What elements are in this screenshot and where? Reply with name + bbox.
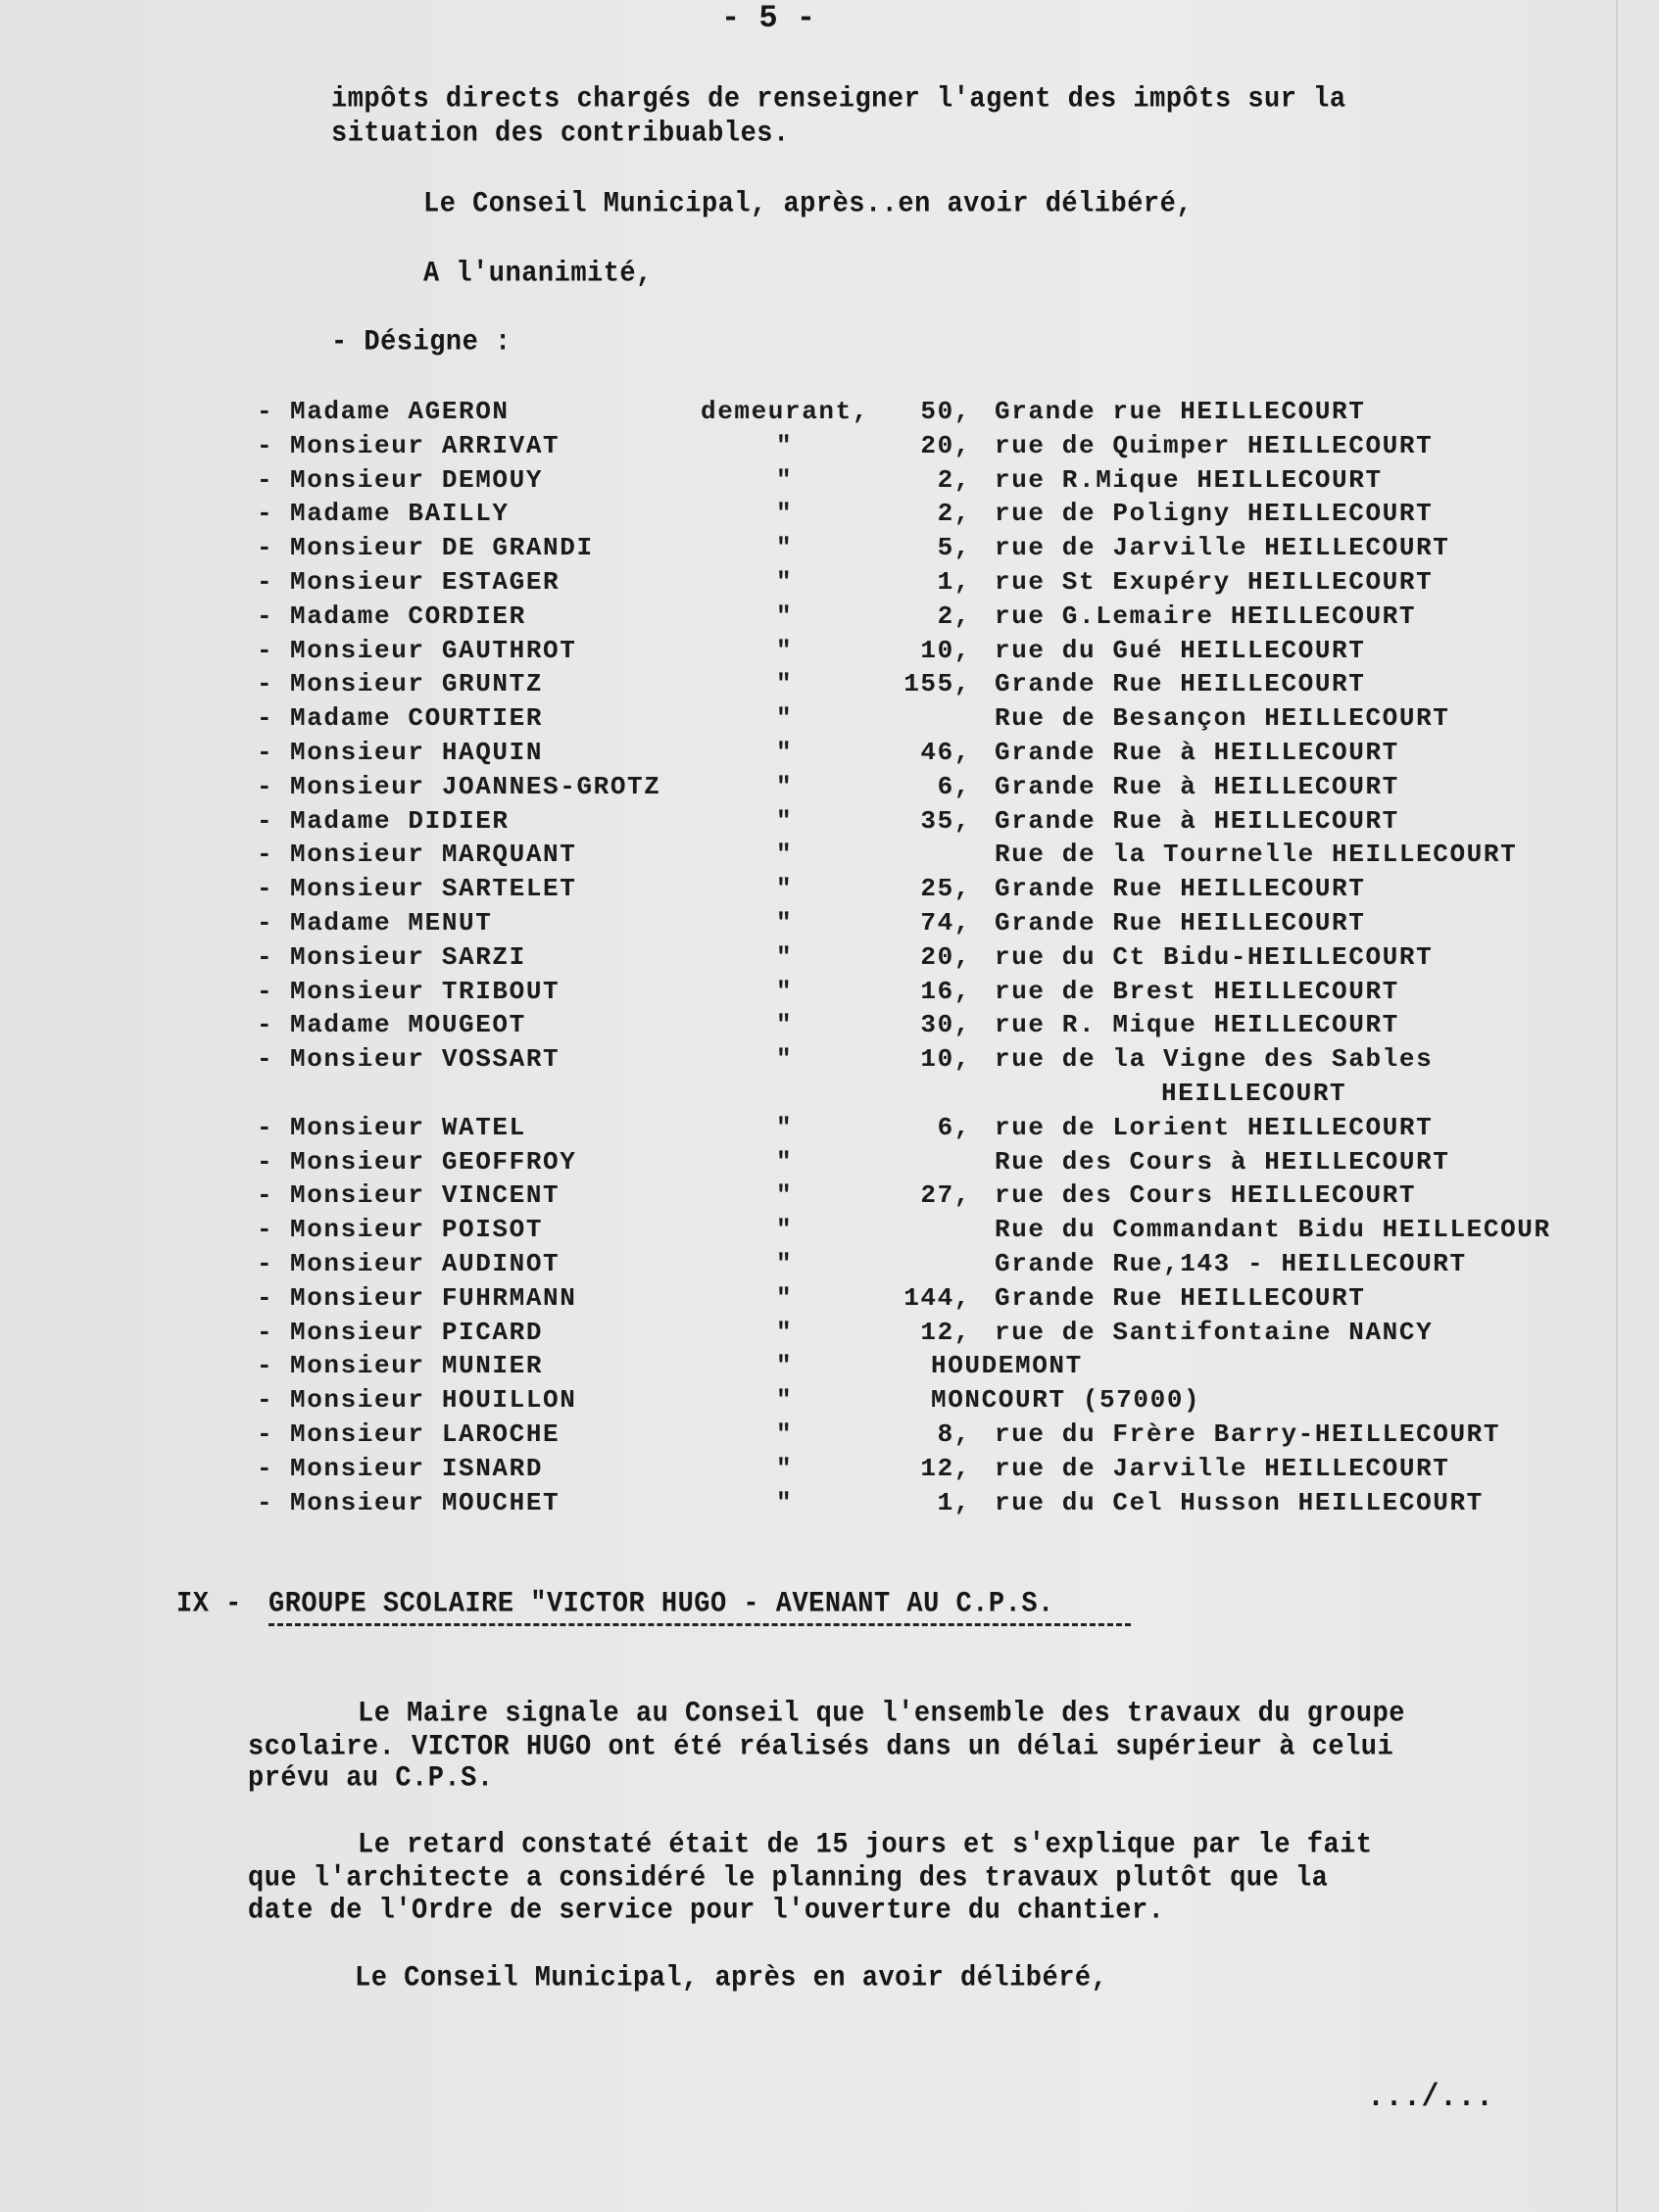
designee-row: [0, 908, 1659, 941]
designee-title: Monsieur: [290, 669, 425, 699]
list-dash: -: [257, 567, 274, 597]
designee-name: [290, 431, 560, 460]
ditto-mark: ": [776, 874, 794, 904]
designee-row: [0, 1113, 1659, 1146]
ditto-mark: ": [776, 601, 794, 631]
street-number: 35,: [920, 805, 971, 836]
address: rue de Jarville HEILLECOURT: [995, 1453, 1450, 1483]
address: Grande Rue à HEILLECOURT: [995, 771, 1399, 801]
ditto-mark: ": [776, 976, 794, 1006]
street-number: 50,: [920, 397, 971, 426]
designee-title: Monsieur: [290, 738, 425, 767]
designee-name: [290, 1215, 543, 1244]
designee-row: [0, 840, 1659, 873]
ditto-mark: ": [776, 908, 794, 938]
list-dash: -: [257, 1146, 274, 1177]
list-dash: -: [257, 1282, 274, 1313]
designee-name: [290, 874, 576, 903]
address: rue de Poligny HEILLECOURT: [995, 499, 1434, 529]
street-number: 30,: [920, 1010, 971, 1040]
designee-title: Monsieur: [290, 464, 425, 495]
address: Grande Rue HEILLECOURT: [995, 1282, 1366, 1313]
designee-row: [0, 1180, 1659, 1214]
list-dash: -: [257, 738, 274, 767]
ditto-mark: ": [776, 1487, 794, 1517]
ditto-mark: ": [776, 1419, 794, 1449]
list-dash: -: [257, 601, 274, 631]
street-number: 2,: [937, 601, 971, 631]
street-number: 10,: [920, 1044, 971, 1075]
list-dash: -: [257, 1487, 274, 1517]
designee-surname: SARTELET: [441, 874, 577, 904]
address: rue de Santifontaine NANCY: [995, 1317, 1434, 1347]
street-number: 25,: [920, 874, 971, 904]
para1-line-3: prévu au C.P.S.: [248, 1763, 494, 1796]
designee-row: [0, 874, 1659, 907]
ditto-mark: ": [776, 805, 794, 836]
designee-row: [0, 1283, 1659, 1317]
designee-title: Monsieur: [290, 567, 425, 597]
ditto-mark: ": [776, 635, 794, 665]
designee-surname: DE GRANDI: [441, 533, 594, 563]
section-title: GROUPE SCOLAIRE "VICTOR HUGO - AVENANT AU C.P.S.: [268, 1589, 1054, 1621]
designee-name: [290, 601, 526, 631]
designee-name: [290, 1249, 560, 1278]
designee-surname: PICARD: [441, 1317, 544, 1347]
ditto-mark: ": [776, 941, 794, 972]
designee-title: Madame: [290, 805, 392, 836]
designee-title: Monsieur: [290, 1282, 425, 1313]
designee-row: [0, 703, 1659, 737]
designee-name: [290, 397, 510, 426]
designee-title: Madame: [290, 499, 392, 529]
designee-surname: DIDIER: [408, 805, 510, 836]
designee-row: [0, 738, 1659, 771]
designee-name: [290, 840, 576, 869]
designee-name: [290, 1351, 543, 1380]
designee-row: [0, 636, 1659, 669]
address: Grande rue HEILLECOURT: [995, 397, 1366, 426]
council-deliberation: Le Conseil Municipal, après..en avoir délibéré,: [423, 189, 1194, 221]
designee-name: [290, 1113, 526, 1142]
designee-row: [0, 1044, 1659, 1078]
list-dash: -: [257, 908, 274, 938]
address: rue G.Lemaire HEILLECOURT: [995, 601, 1417, 631]
designee-surname: BAILLY: [408, 499, 510, 529]
designee-surname: FUHRMANN: [441, 1282, 577, 1313]
designee-name: [290, 1454, 543, 1483]
designee-row: [0, 499, 1659, 532]
list-dash: -: [257, 941, 274, 972]
ditto-mark: ": [776, 771, 794, 801]
designee-name: [290, 1044, 560, 1074]
designee-title: Monsieur: [290, 1180, 425, 1211]
address: rue de Jarville HEILLECOURT: [995, 533, 1450, 563]
designee-title: Monsieur: [290, 1317, 425, 1347]
list-dash: -: [257, 976, 274, 1006]
list-dash: -: [257, 397, 274, 426]
address: HOUDEMONT: [931, 1351, 1083, 1381]
street-number: 155,: [903, 669, 971, 699]
designee-title: Monsieur: [290, 1385, 425, 1416]
street-number: 144,: [903, 1282, 971, 1313]
list-dash: -: [257, 1112, 274, 1142]
address: rue des Cours HEILLECOURT: [995, 1180, 1417, 1211]
ditto-mark: ": [776, 738, 794, 767]
street-number: 20,: [920, 941, 971, 972]
address: Rue du Commandant Bidu HEILLECOUR: [995, 1215, 1551, 1245]
designee-title: Monsieur: [290, 1146, 425, 1177]
ditto-mark: ": [776, 1215, 794, 1245]
para1-line-1: Le Maire signale au Conseil que l'ensemble des travaux du groupe: [358, 1699, 1405, 1731]
address: rue de Brest HEILLECOURT: [995, 976, 1399, 1006]
ditto-mark: ": [776, 430, 794, 460]
address: rue du Frère Barry-HEILLECOURT: [995, 1419, 1501, 1449]
designee-surname: JOANNES-GROTZ: [441, 771, 661, 801]
street-number: 2,: [937, 464, 971, 495]
designee-title: Monsieur: [290, 1419, 425, 1449]
address: rue R. Mique HEILLECOURT: [995, 1010, 1399, 1040]
designee-name: [290, 465, 543, 495]
designee-title: Monsieur: [290, 1112, 425, 1142]
designee-surname: MARQUANT: [441, 840, 577, 870]
continuation-mark: .../...: [1367, 2080, 1494, 2116]
designee-row: [0, 1215, 1659, 1248]
designee-name: [290, 636, 576, 665]
list-dash: -: [257, 1044, 274, 1075]
unanimity: A l'unanimité,: [423, 259, 653, 291]
designee-name: [290, 669, 543, 698]
address: rue R.Mique HEILLECOURT: [995, 464, 1383, 495]
designee-row: [0, 1419, 1659, 1453]
address: Grande Rue,143 - HEILLECOURT: [995, 1249, 1467, 1278]
designee-surname: VOSSART: [441, 1044, 561, 1075]
designee-name: [290, 908, 492, 938]
designee-row: [0, 942, 1659, 976]
ditto-mark: ": [776, 669, 794, 699]
address: Grande Rue à HEILLECOURT: [995, 805, 1399, 836]
ditto-mark: ": [776, 1010, 794, 1040]
designee-title: Madame: [290, 601, 392, 631]
designee-title: Monsieur: [290, 941, 425, 972]
designee-name: [290, 703, 543, 733]
ditto-mark: ": [776, 1146, 794, 1177]
designee-row: [0, 601, 1659, 635]
street-number: 16,: [920, 976, 971, 1006]
designee-title: Monsieur: [290, 533, 425, 563]
street-number: 1,: [937, 567, 971, 597]
section-title-underline: [268, 1623, 1131, 1626]
list-dash: -: [257, 805, 274, 836]
ditto-mark: ": [776, 567, 794, 597]
ditto-mark: ": [776, 703, 794, 734]
designee-surname: MOUGEOT: [408, 1010, 526, 1040]
street-number: 27,: [920, 1180, 971, 1211]
designee-row: [0, 397, 1659, 430]
list-dash: -: [257, 635, 274, 665]
para1-line-2: scolaire. VICTOR HUGO ont été réalisés dans un délai supérieur à celui: [248, 1732, 1394, 1764]
designee-name: [290, 977, 560, 1006]
list-dash: -: [257, 1351, 274, 1381]
address: MONCOURT (57000): [931, 1385, 1201, 1416]
ditto-mark: ": [776, 1385, 794, 1416]
list-dash: -: [257, 464, 274, 495]
designee-surname: VINCENT: [441, 1180, 561, 1211]
designee-row: [0, 431, 1659, 464]
designee-row: [0, 1488, 1659, 1521]
designee-title: Madame: [290, 908, 392, 938]
page-number: - 5 -: [721, 0, 816, 36]
para2-line-3: date de l'Ordre de service pour l'ouverture du chantier.: [248, 1896, 1165, 1928]
designee-surname: GRUNTZ: [441, 669, 544, 699]
designee-title: Monsieur: [290, 1351, 425, 1381]
designee-name: [290, 533, 594, 562]
street-number: 2,: [937, 499, 971, 529]
street-number: 5,: [937, 533, 971, 563]
designee-row: [0, 806, 1659, 840]
para2-line-2: que l'architecte a considéré le planning des travaux plutôt que la: [248, 1863, 1329, 1896]
address: rue du Gué HEILLECOURT: [995, 635, 1366, 665]
street-number: 6,: [937, 1112, 971, 1142]
list-dash: -: [257, 1215, 274, 1245]
ditto-mark: ": [776, 1249, 794, 1278]
ditto-mark: ": [776, 1453, 794, 1483]
designee-title: Monsieur: [290, 635, 425, 665]
designee-name: [290, 772, 660, 801]
designee-title: Madame: [290, 703, 392, 734]
address: Rue de Besançon HEILLECOURT: [995, 703, 1450, 734]
list-dash: -: [257, 1453, 274, 1483]
address: rue de la Vigne des Sables: [995, 1044, 1434, 1075]
street-number: 74,: [920, 908, 971, 938]
designee-row: [0, 1147, 1659, 1180]
list-dash: -: [257, 840, 274, 870]
street-number: 12,: [920, 1453, 971, 1483]
address: rue de Lorient HEILLECOURT: [995, 1112, 1434, 1142]
designee-title: Monsieur: [290, 840, 425, 870]
designee-name: [290, 1385, 576, 1415]
ditto-mark: ": [776, 1282, 794, 1313]
intro-line-2: situation des contribuables.: [331, 119, 790, 151]
designee-name: [290, 1488, 560, 1517]
list-dash: -: [257, 771, 274, 801]
designee-row: [0, 669, 1659, 702]
designee-name: [290, 806, 510, 836]
designee-title: Monsieur: [290, 976, 425, 1006]
designee-row: [0, 1385, 1659, 1419]
designee-surname: AGERON: [408, 397, 510, 426]
designee-surname: SARZI: [441, 941, 526, 972]
street-number: 20,: [920, 430, 971, 460]
list-dash: -: [257, 430, 274, 460]
address: Rue des Cours à HEILLECOURT: [995, 1146, 1450, 1177]
designee-title: Monsieur: [290, 1215, 425, 1245]
list-dash: -: [257, 1317, 274, 1347]
designee-title: Madame: [290, 397, 392, 426]
designee-title: Monsieur: [290, 1044, 425, 1075]
designee-surname: MOUCHET: [441, 1487, 561, 1517]
designee-surname: TRIBOUT: [441, 976, 561, 1006]
address-continuation-row: [0, 1079, 1659, 1112]
designee-row: [0, 1318, 1659, 1351]
designates-label: - Désigne :: [331, 327, 512, 360]
designee-row: [0, 1454, 1659, 1487]
designee-row: [0, 1351, 1659, 1384]
ditto-mark: ": [776, 1351, 794, 1381]
ditto-mark: ": [776, 840, 794, 870]
para2-line-1: Le retard constaté était de 15 jours et s'explique par le fait: [358, 1830, 1373, 1862]
list-dash: -: [257, 533, 274, 563]
designee-surname: MUNIER: [441, 1351, 544, 1381]
address: rue du Ct Bidu-HEILLECOURT: [995, 941, 1434, 972]
address: Rue de la Tournelle HEILLECOURT: [995, 840, 1518, 870]
designee-name: [290, 1180, 560, 1210]
designee-surname: HAQUIN: [441, 738, 544, 767]
designee-surname: ARRIVAT: [441, 430, 561, 460]
designee-surname: ISNARD: [441, 1453, 544, 1483]
designee-name: [290, 942, 526, 972]
designee-row: [0, 567, 1659, 601]
address: Grande Rue HEILLECOURT: [995, 669, 1366, 699]
list-dash: -: [257, 1180, 274, 1211]
designee-row: [0, 465, 1659, 499]
designee-surname: AUDINOT: [441, 1249, 561, 1278]
designee-row: [0, 977, 1659, 1010]
street-number: 46,: [920, 738, 971, 767]
list-dash: -: [257, 669, 274, 699]
street-number: 10,: [920, 635, 971, 665]
list-dash: -: [257, 1010, 274, 1040]
designee-surname: DEMOUY: [441, 464, 544, 495]
designee-surname: GAUTHROT: [441, 635, 577, 665]
designee-row: [0, 533, 1659, 566]
ditto-mark: ": [776, 1317, 794, 1347]
ditto-mark: ": [776, 464, 794, 495]
designee-row: [0, 1249, 1659, 1282]
ditto-mark: ": [776, 1180, 794, 1211]
residing-label: demeurant,: [701, 397, 870, 426]
designee-name: [290, 1147, 576, 1177]
designee-name: [290, 1283, 576, 1313]
section-number: IX -: [176, 1589, 242, 1621]
designee-row: [0, 772, 1659, 805]
designee-surname: CORDIER: [408, 601, 526, 631]
address: rue St Exupéry HEILLECOURT: [995, 567, 1434, 597]
designee-name: [290, 738, 543, 767]
street-number: 1,: [937, 1487, 971, 1517]
designee-name: [290, 567, 560, 597]
designee-surname: MENUT: [408, 908, 493, 938]
designee-surname: ESTAGER: [441, 567, 561, 597]
ditto-mark: ": [776, 1112, 794, 1142]
designee-surname: COURTIER: [408, 703, 544, 734]
designee-surname: LAROCHE: [441, 1419, 561, 1449]
list-dash: -: [257, 703, 274, 734]
designee-surname: HOUILLON: [441, 1385, 577, 1416]
designee-name: [290, 1419, 560, 1449]
address: Grande Rue à HEILLECOURT: [995, 738, 1399, 767]
address: Grande Rue HEILLECOURT: [995, 874, 1366, 904]
list-dash: -: [257, 1249, 274, 1278]
address-continuation: HEILLECOURT: [1161, 1079, 1347, 1108]
ditto-mark: ": [776, 499, 794, 529]
designee-name: [290, 1010, 526, 1039]
address: rue de Quimper HEILLECOURT: [995, 430, 1434, 460]
designee-surname: WATEL: [441, 1112, 526, 1142]
designee-row: [0, 1010, 1659, 1043]
street-number: 8,: [937, 1419, 971, 1449]
designee-title: Monsieur: [290, 1487, 425, 1517]
designee-surname: GEOFFROY: [441, 1146, 577, 1177]
list-dash: -: [257, 1385, 274, 1416]
designee-title: Madame: [290, 1010, 392, 1040]
designee-title: Monsieur: [290, 430, 425, 460]
intro-line-1: impôts directs chargés de renseigner l'agent des impôts sur la: [331, 84, 1346, 117]
designee-title: Monsieur: [290, 1249, 425, 1278]
street-number: 12,: [920, 1317, 971, 1347]
street-number: 6,: [937, 771, 971, 801]
designee-name: [290, 1318, 543, 1347]
address: rue du Cel Husson HEILLECOURT: [995, 1487, 1484, 1517]
designee-name: [290, 499, 510, 528]
ditto-mark: ": [776, 1044, 794, 1075]
address: Grande Rue HEILLECOURT: [995, 908, 1366, 938]
designee-title: Monsieur: [290, 1453, 425, 1483]
list-dash: -: [257, 874, 274, 904]
para3-council-deliberation: Le Conseil Municipal, après en avoir délibéré,: [355, 1963, 1108, 1996]
list-dash: -: [257, 499, 274, 529]
designee-title: Monsieur: [290, 874, 425, 904]
list-dash: -: [257, 1419, 274, 1449]
designee-surname: POISOT: [441, 1215, 544, 1245]
ditto-mark: ": [776, 533, 794, 563]
designee-title: Monsieur: [290, 771, 425, 801]
